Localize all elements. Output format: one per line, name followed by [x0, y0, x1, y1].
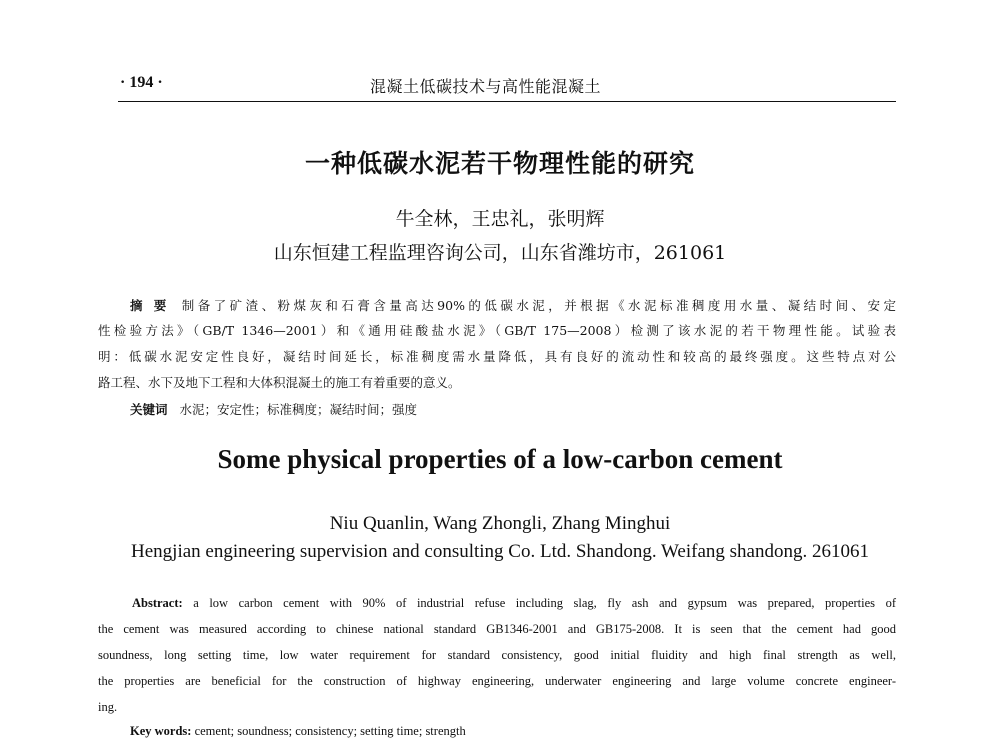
chinese-abstract-text: 制备了矿渣、粉煤灰和石膏含量高达90%的低碳水泥，并根据《水泥标准稠度用水量、凝结时间、安定: [181, 298, 896, 313]
english-abstract-text: a low carbon cement with 90% of industrial refuse including slag, fly ash and gypsum was prepared, properties of: [193, 596, 896, 610]
english-keywords-text: cement; soundness; consistency; setting time; strength: [194, 724, 466, 738]
english-affiliation: Hengjian engineering supervision and consulting Co. Ltd. Shandong. Weifang shandong. 261061: [131, 541, 869, 562]
chinese-keywords-text: 水泥；安定性；标准稠度；凝结时间；强度: [179, 402, 418, 417]
chinese-keywords-label: 关键词: [130, 402, 168, 417]
chinese-abstract-line: 路工程、水下及地下工程和大体积混凝土的施工有着重要的意义。: [98, 375, 461, 390]
english-keywords: [130, 724, 466, 739]
page-number: · 194 ·: [120, 74, 163, 91]
english-authors: Niu Quanlin, Wang Zhongli, Zhang Minghui: [329, 513, 671, 534]
english-keywords-label: Key words:: [130, 724, 192, 738]
chinese-abstract-label: 摘 要: [130, 298, 170, 313]
english-abstract-line: the properties are beneficial for the construction of highway engineering, underwater engineering and large volume concrete engineer-: [98, 674, 896, 688]
english-abstract-line: [132, 596, 896, 611]
chinese-title: 一种低碳水泥若干物理性能的研究: [304, 149, 695, 178]
chinese-abstract-line: 性检验方法》（GB/T 1346—2001）和《通用硅酸盐水泥》（GB/T 175—2008）检测了该水泥的若干物理性能。试验表: [98, 323, 896, 338]
chinese-affiliation: 山东恒建工程监理咨询公司，山东省潍坊市，261061: [273, 242, 727, 264]
running-header-title: 混凝土低碳技术与高性能混凝土: [370, 77, 602, 96]
header-divider: [118, 101, 896, 102]
english-abstract-line: soundness, long setting time, low water requirement for standard consistency, good initial fluidity and high final strength as well,: [98, 648, 896, 662]
english-title: Some physical properties of a low-carbon cement: [217, 444, 783, 474]
chinese-authors: 牛全林，王忠礼，张明辉: [395, 208, 605, 230]
english-abstract-label: Abstract:: [132, 596, 183, 610]
english-abstract-line: ing.: [98, 700, 118, 714]
chinese-abstract-line: [130, 296, 896, 314]
chinese-keywords: [130, 400, 417, 418]
chinese-abstract-line: 明：低碳水泥安定性良好，凝结时间延长，标准稠度需水量降低，具有良好的流动性和较高的最终强度。这些特点对公: [98, 349, 896, 364]
english-abstract-line: the cement was measured according to chinese national standard GB1346-2001 and GB175-2008. It is seen that the cement had good: [98, 622, 896, 636]
